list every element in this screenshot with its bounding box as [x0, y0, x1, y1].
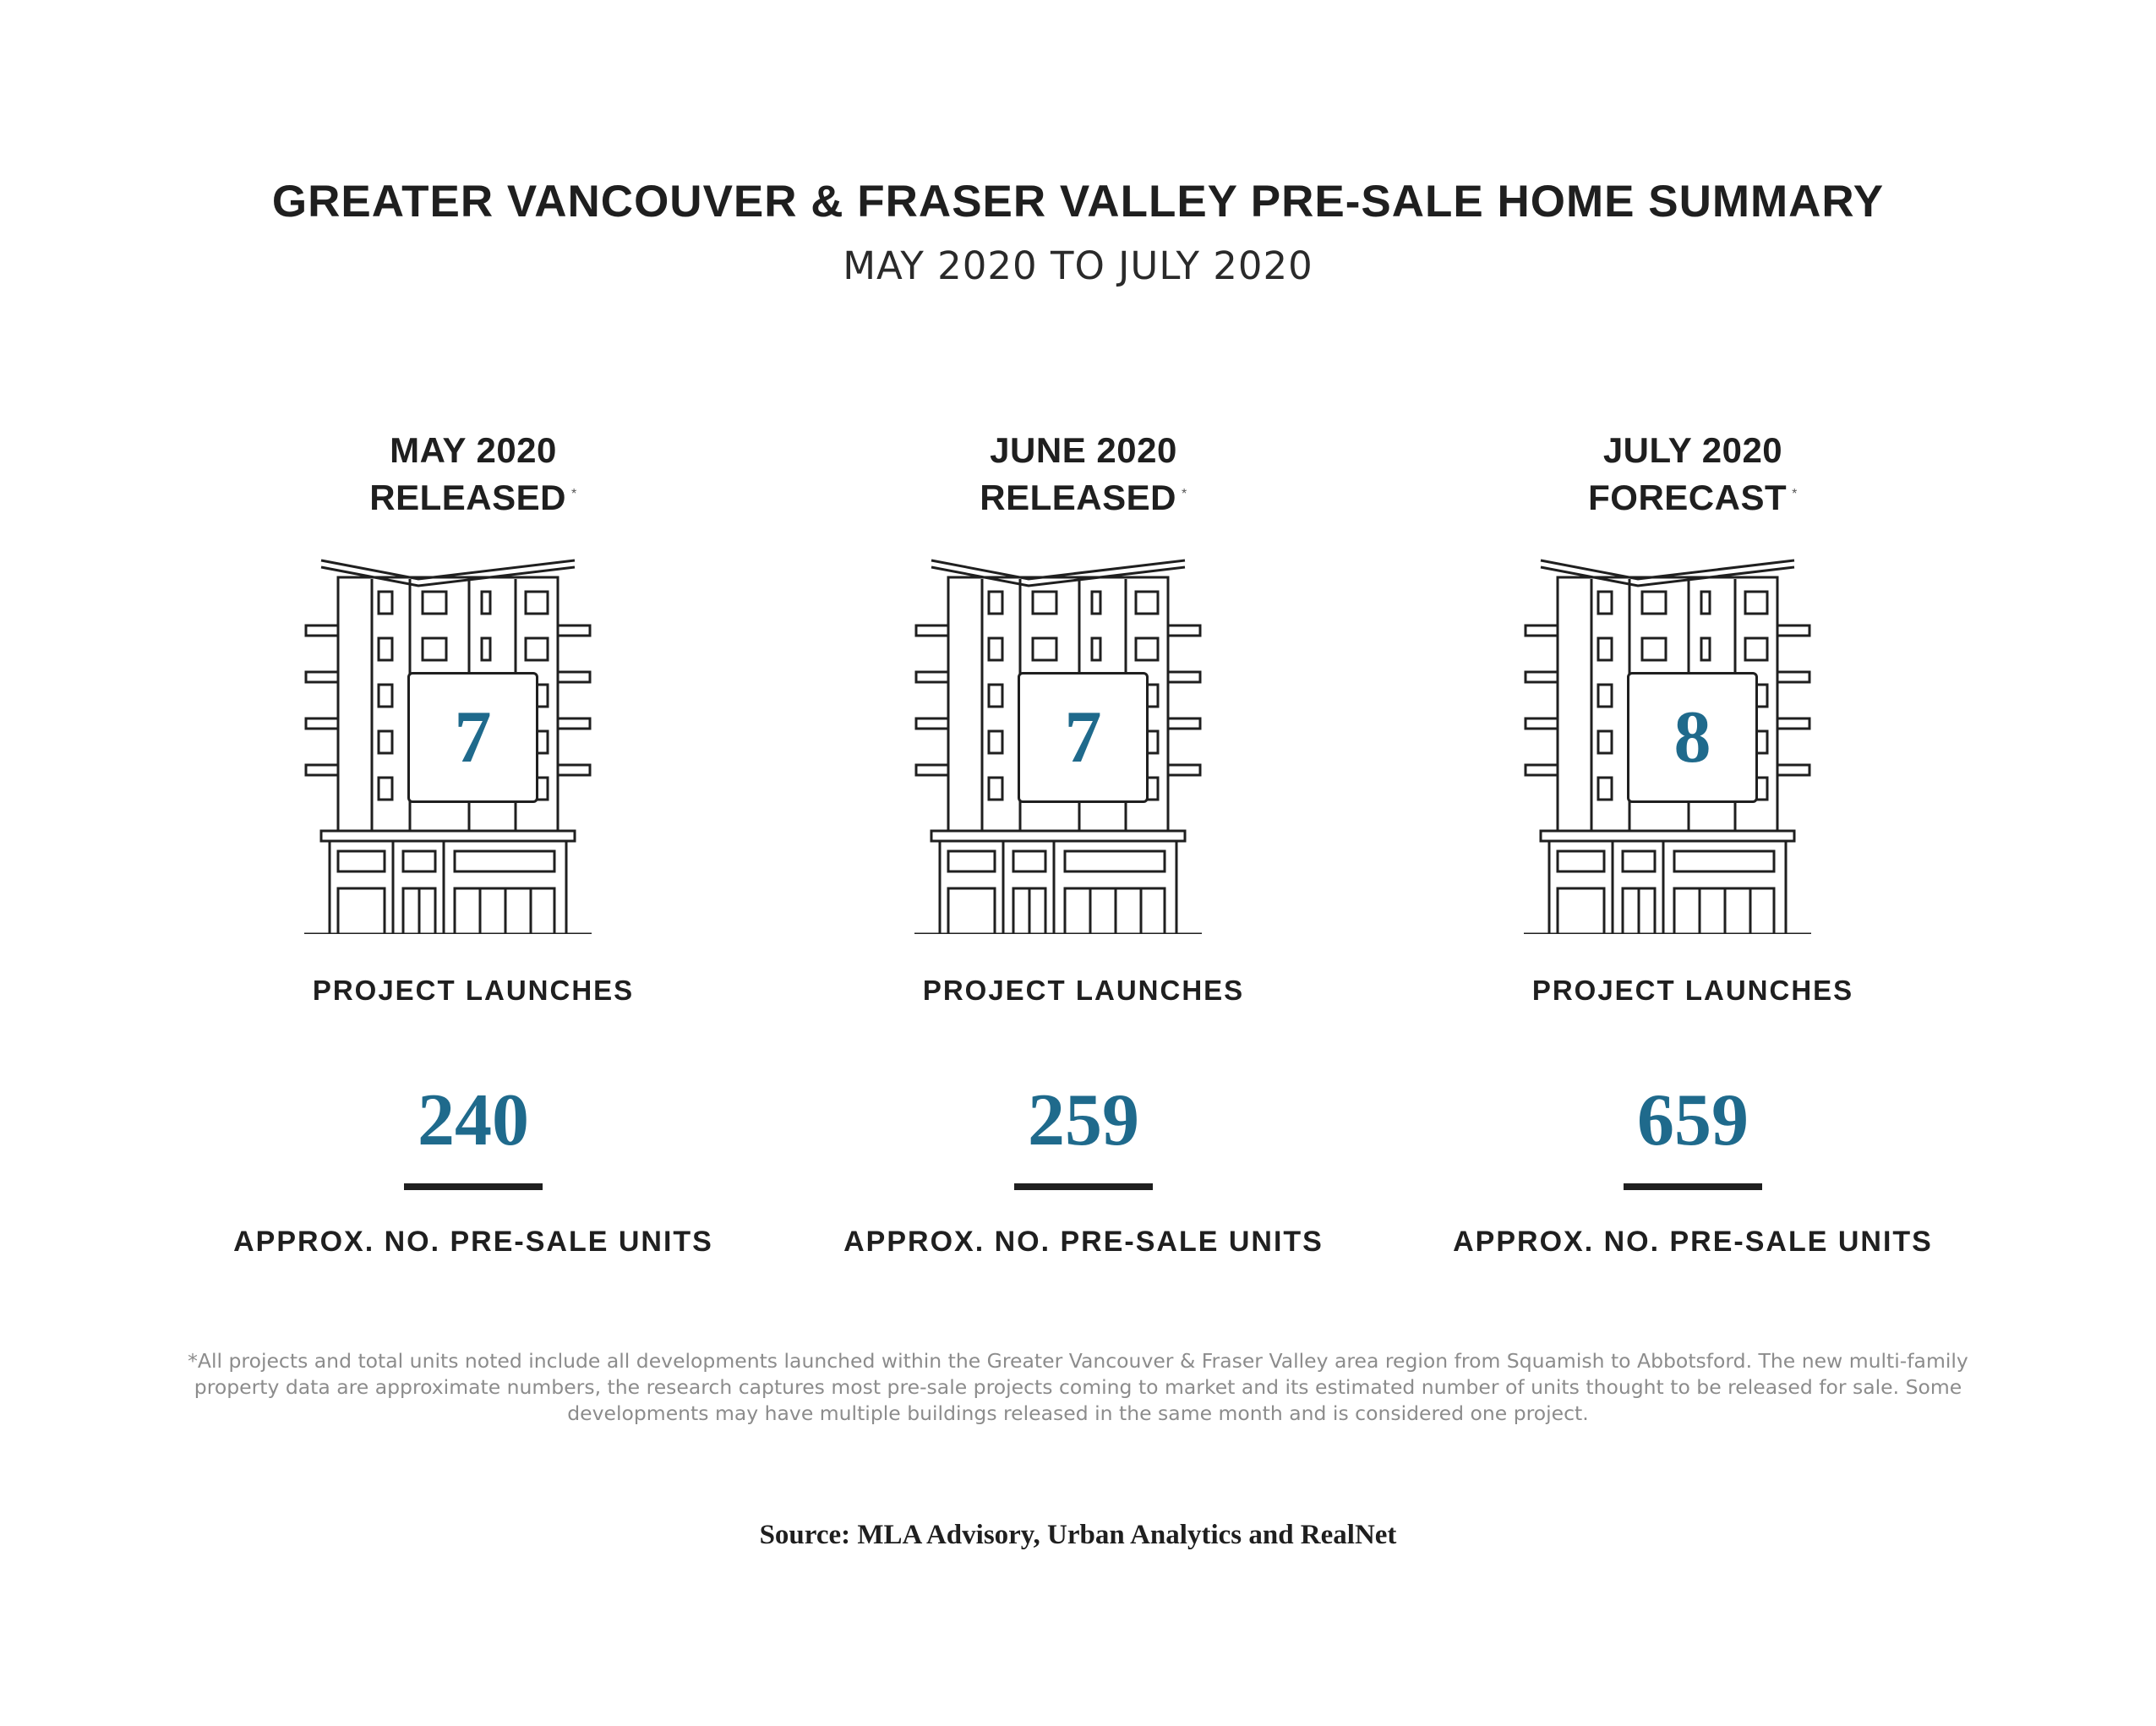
footnote-text: *All projects and total units noted include all developments launched within the Greater Vancouver & Fraser Valley area region from Squamish to Abbotsford. The new multi-family property data are approximate numbers, the research captures most pre-sale projects coming to market and its estimated number of units thought to be released for sale. Some developments may have multiple buildings released in the same month and is considered one project. [188, 1349, 1968, 1425]
project-launches-value: 7 [1018, 672, 1149, 803]
divider [1624, 1183, 1762, 1190]
column-month: JUNE 2020 [990, 430, 1177, 470]
summary-column-june [788, 427, 1379, 1272]
footnote-marker: * [570, 487, 577, 501]
footnote-marker: * [1792, 487, 1798, 501]
column-header [788, 427, 1379, 522]
column-month: JULY 2020 [1602, 430, 1783, 470]
page-title: GREATER VANCOUVER & FRASER VALLEY PRE-SALE HOME SUMMARY [271, 177, 1885, 227]
divider [404, 1183, 543, 1190]
pre-sale-units-value: 659 [1637, 1079, 1749, 1161]
project-launches-label: PROJECT LAUNCHES [312, 975, 635, 1006]
footnote-marker: * [1181, 487, 1187, 501]
project-launches-label: PROJECT LAUNCHES [922, 975, 1245, 1006]
column-header [1397, 427, 1989, 522]
pre-sale-units-label: APPROX. NO. PRE-SALE UNITS [843, 1226, 1324, 1258]
summary-column-july [1397, 427, 1989, 1272]
summary-column-may [177, 427, 769, 1272]
pre-sale-units-label: APPROX. NO. PRE-SALE UNITS [1453, 1226, 1933, 1258]
pre-sale-units-label: APPROX. NO. PRE-SALE UNITS [233, 1226, 713, 1258]
column-month: MAY 2020 [390, 430, 557, 470]
column-header [177, 427, 769, 522]
project-launches-value: 8 [1627, 672, 1758, 803]
project-launches-value: 7 [407, 672, 538, 803]
source-citation: Source: MLA Advisory, Urban Analytics and RealNet [759, 1520, 1397, 1550]
pre-sale-units-value: 259 [1028, 1079, 1139, 1161]
page-subtitle: MAY 2020 TO JULY 2020 [843, 243, 1313, 288]
column-status: RELEASED [369, 478, 566, 517]
pre-sale-units-value: 240 [418, 1079, 529, 1161]
divider [1014, 1183, 1153, 1190]
project-launches-label: PROJECT LAUNCHES [1531, 975, 1854, 1006]
column-status: RELEASED [980, 478, 1176, 517]
column-status: FORECAST [1588, 478, 1788, 517]
